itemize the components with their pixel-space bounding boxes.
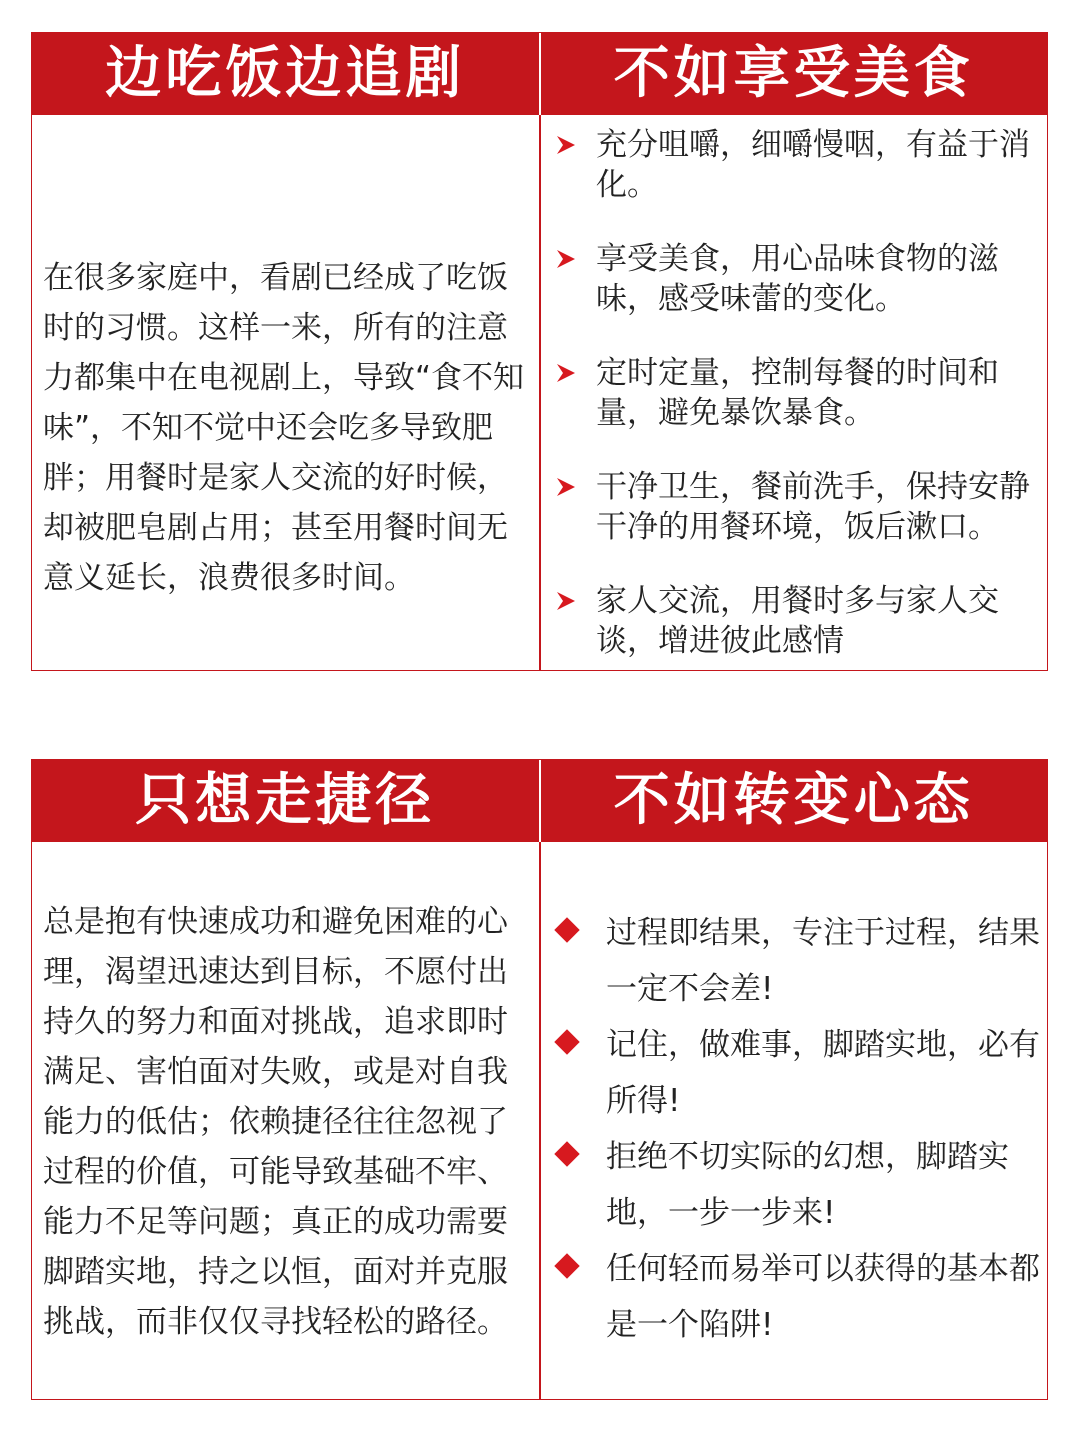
diamond-icon [554,1141,579,1166]
list-item-text: 干净卫生，餐前洗手，保持安静干净的用餐环境，饭后漱口。 [596,469,1030,545]
list-item-text: 任何轻而易举可以获得的基本都是一个陷阱! [606,1251,1040,1343]
list-item-text: 定时定量，控制每餐的时间和量，避免暴饮暴食。 [596,355,999,431]
list-item-text: 拒绝不切实际的幻想，脚踏实地，一步一步来! [606,1139,1009,1231]
diamond-icon [554,917,579,942]
arrow-right-icon [555,362,577,384]
arrow-right-icon [555,476,577,498]
card-header [32,33,1047,115]
list-item-text: 充分咀嚼，细嚼慢咽，有益于消化。 [596,127,1030,203]
list-item-text: 享受美食，用心品味食物的滋味，感受味蕾的变化。 [596,241,999,317]
list-item [551,1241,1041,1353]
problem-description: 在很多家庭中，看剧已经成了吃饭时的习惯。这样一来，所有的注意力都集中在电视剧上，导致“食不知味”，不知不觉中还会吃多导致肥胖；用餐时是家人交流的好时候，却被肥皂剧占用；甚至用餐时间无意义延长，浪费很多时间。 [43,260,525,596]
comparison-card-eating [31,32,1048,671]
tips-list [551,125,1041,695]
left-title: 只想走捷径 [32,760,539,842]
list-item [551,905,1041,1017]
list-item-text: 记住，做难事，脚踏实地，必有所得! [606,1027,1040,1119]
right-title: 不如享受美食 [539,33,1048,115]
list-item-text: 过程即结果，专注于过程，结果一定不会差! [606,915,1040,1007]
left-title: 边吃饭边追剧 [32,33,539,115]
problem-description: 总是抱有快速成功和避免困难的心理，渴望迅速达到目标，不愿付出持久的努力和面对挑战，追求即时满足、害怕面对失败，或是对自我能力的低估；依赖捷径往往忽视了过程的价值，可能导致基础不牢、能力不足等问题；真正的成功需要脚踏实地，持之以恒，面对并克服挑战，而非仅仅寻找轻松的路径。 [43,904,508,1340]
column-divider [539,115,541,670]
list-item [551,581,1041,695]
list-item [551,1017,1041,1129]
diamond-icon [554,1253,579,1278]
column-divider [539,842,541,1399]
right-title: 不如转变心态 [539,760,1048,842]
arrow-right-icon [555,590,577,612]
diamond-icon [554,1029,579,1054]
card-header [32,760,1047,842]
list-item [551,353,1041,467]
list-item [551,239,1041,353]
list-item-text: 家人交流，用餐时多与家人交谈，增进彼此感情 [596,583,999,659]
list-item [551,125,1041,239]
comparison-card-mindset [31,759,1048,1400]
list-item [551,1129,1041,1241]
arrow-right-icon [555,248,577,270]
list-item [551,467,1041,581]
tips-list [551,905,1041,1353]
arrow-right-icon [555,134,577,156]
